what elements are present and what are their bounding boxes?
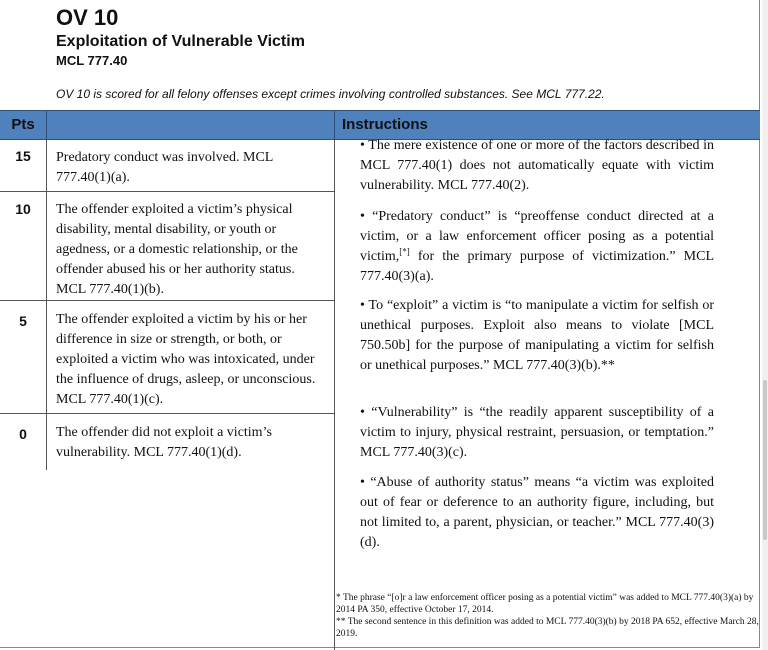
row-condition: The offender exploited a victim’s physical disability, mental disability, or youth or agedness, or a domestic relationship, or the offender abused his or her authority status. MCL 777.40(1)(b). — [56, 202, 298, 297]
row-condition: The offender did not exploit a victim’s vulnerability. MCL 777.40(1)(d). — [56, 425, 272, 460]
vertical-scrollbar[interactable] — [762, 0, 768, 650]
instruction-item: • The mere existence of one or more of the factors described in MCL 777.40(1) does not automatically equate with victim vulnerability. MCL 777.40(2). — [360, 138, 714, 193]
page-title: OV 10 — [56, 5, 119, 30]
row-points: 5 — [19, 313, 27, 329]
footnote: * The phrase “[o]r a law enforcement officer posing as a potential victim” was added to MCL 777.40(3)(a) by 2014 PA 350, effective October 17, 2014. — [336, 593, 754, 615]
statute-reference: MCL 777.40 — [56, 53, 128, 68]
instruction-text: for the primary purpose of victimization.” MCL 777.40(3)(a). — [360, 249, 715, 284]
instruction-item: • “Abuse of authority status” means “a victim was exploited out of fear or deference to an authority figure, including, but not limited to, a parent, physician, or teacher.” MCL 777.40(3)(d). — [360, 475, 714, 550]
row-condition: Predatory conduct was involved. MCL 777.40(1)(a). — [56, 150, 273, 185]
grid-line — [0, 413, 334, 414]
row-condition: The offender exploited a victim by his or her difference in size or strength, or both, or exploited a victim who was intoxicated, under the influence of drugs, asleep, or unconscious. MCL 777.40(1)(c). — [56, 312, 316, 407]
footnote-marker[interactable]: [*] — [399, 246, 410, 257]
page-subtitle: Exploitation of Vulnerable Victim — [56, 33, 305, 50]
grid-line — [0, 191, 334, 192]
row-points: 15 — [15, 148, 31, 164]
instruction-item: • To “exploit” a victim is “to manipulate a victim for selfish or unethical purposes. Exploit also means to violate [MCL 750.50b] for the purpose of manipulating a victim for selfish or unethical purposes.” MCL 777.40(3)(b).** — [360, 298, 714, 373]
scoring-note: OV 10 is scored for all felony offenses except crimes involving controlled substances. See MCL 777.22. — [56, 87, 605, 101]
grid-line — [334, 140, 335, 650]
row-points: 10 — [15, 201, 31, 217]
instruction-text: • “Predatory conduct” is “preoffense conduct directed at a victim, or a law enforcement officer posing as a potential victim, — [360, 209, 714, 264]
col-condition-header — [47, 111, 335, 139]
row-points: 0 — [19, 426, 27, 442]
page-header — [56, 4, 305, 70]
scrollbar-thumb[interactable] — [763, 380, 767, 540]
footnote: ** The second sentence in this definition was added to MCL 777.40(3)(b) by 2018 PA 652, effective March 28, 2019. — [336, 617, 759, 639]
grid-line — [46, 140, 47, 470]
col-pts-header: Pts — [0, 111, 47, 139]
grid-line — [0, 300, 334, 301]
instruction-item — [360, 207, 714, 287]
instruction-item: • “Vulnerability” is “the readily apparent susceptibility of a victim to injury, physical restraint, persuasion, or temptation.” MCL 777.40(3)(c). — [360, 405, 714, 460]
col-instructions-header: Instructions — [342, 116, 428, 133]
